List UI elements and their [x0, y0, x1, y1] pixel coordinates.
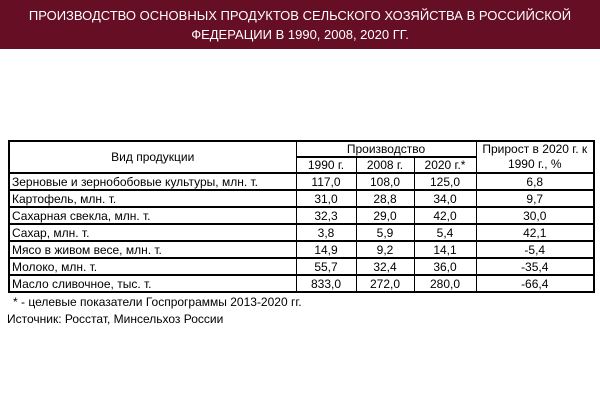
footnote-target-indicators: * - целевые показатели Госпрограммы 2013-2020 гг.: [13, 295, 302, 309]
table-row: [9, 190, 594, 207]
value-2008-cell: 32,4: [356, 258, 414, 275]
table-row: [9, 173, 594, 190]
growth-cell: 30,0: [476, 207, 594, 224]
value-2020-cell: 280,0: [414, 275, 476, 292]
product-name-cell: Масло сливочное, тыс. т.: [9, 275, 296, 292]
growth-cell: 9,7: [476, 190, 594, 207]
col-header-growth: Прирост в 2020 г. к 1990 г., %: [476, 141, 594, 173]
value-1990-cell: 3,8: [296, 224, 356, 241]
value-2020-cell: 34,0: [414, 190, 476, 207]
table-header-row-1: [9, 141, 594, 157]
value-2008-cell: 29,0: [356, 207, 414, 224]
product-name-cell: Зерновые и зернобобовые культуры, млн. т.: [9, 173, 296, 190]
value-2020-cell: 5,4: [414, 224, 476, 241]
value-2020-cell: 125,0: [414, 173, 476, 190]
value-2008-cell: 5,9: [356, 224, 414, 241]
value-2008-cell: 108,0: [356, 173, 414, 190]
table-row: [9, 275, 594, 292]
value-1990-cell: 55,7: [296, 258, 356, 275]
col-header-production-group: Производство: [296, 141, 476, 157]
production-table: [8, 140, 595, 293]
value-1990-cell: 833,0: [296, 275, 356, 292]
value-2008-cell: 9,2: [356, 241, 414, 258]
value-2020-cell: 14,1: [414, 241, 476, 258]
product-name-cell: Сахарная свекла, млн. т.: [9, 207, 296, 224]
table-row: [9, 207, 594, 224]
growth-cell: -66,4: [476, 275, 594, 292]
table-row: [9, 241, 594, 258]
value-1990-cell: 32,3: [296, 207, 356, 224]
col-header-2020: 2020 г.*: [414, 157, 476, 173]
product-name-cell: Сахар, млн. т.: [9, 224, 296, 241]
value-2008-cell: 28,8: [356, 190, 414, 207]
product-name-cell: Молоко, млн. т.: [9, 258, 296, 275]
value-1990-cell: 117,0: [296, 173, 356, 190]
growth-cell: 6,8: [476, 173, 594, 190]
col-header-product: Вид продукции: [9, 141, 296, 173]
product-name-cell: Мясо в живом весе, млн. т.: [9, 241, 296, 258]
product-name-cell: Картофель, млн. т.: [9, 190, 296, 207]
table-row: [9, 224, 594, 241]
table-row: [9, 258, 594, 275]
growth-cell: 42,1: [476, 224, 594, 241]
title-line-2: ФЕДЕРАЦИИ В 1990, 2008, 2020 ГГ.: [191, 26, 409, 42]
growth-cell: -5,4: [476, 241, 594, 258]
col-header-1990: 1990 г.: [296, 157, 356, 173]
footnote-source: Источник: Росстат, Минсельхоз России: [7, 312, 224, 326]
growth-cell: -35,4: [476, 258, 594, 275]
title-banner: [0, 0, 600, 49]
value-1990-cell: 14,9: [296, 241, 356, 258]
col-header-2008: 2008 г.: [356, 157, 414, 173]
value-2008-cell: 272,0: [356, 275, 414, 292]
value-2020-cell: 36,0: [414, 258, 476, 275]
value-1990-cell: 31,0: [296, 190, 356, 207]
title-line-1: ПРОИЗВОДСТВО ОСНОВНЫХ ПРОДУКТОВ СЕЛЬСКОГО ХОЗЯЙСТВА В РОССИЙСКОЙ: [28, 7, 572, 23]
value-2020-cell: 42,0: [414, 207, 476, 224]
